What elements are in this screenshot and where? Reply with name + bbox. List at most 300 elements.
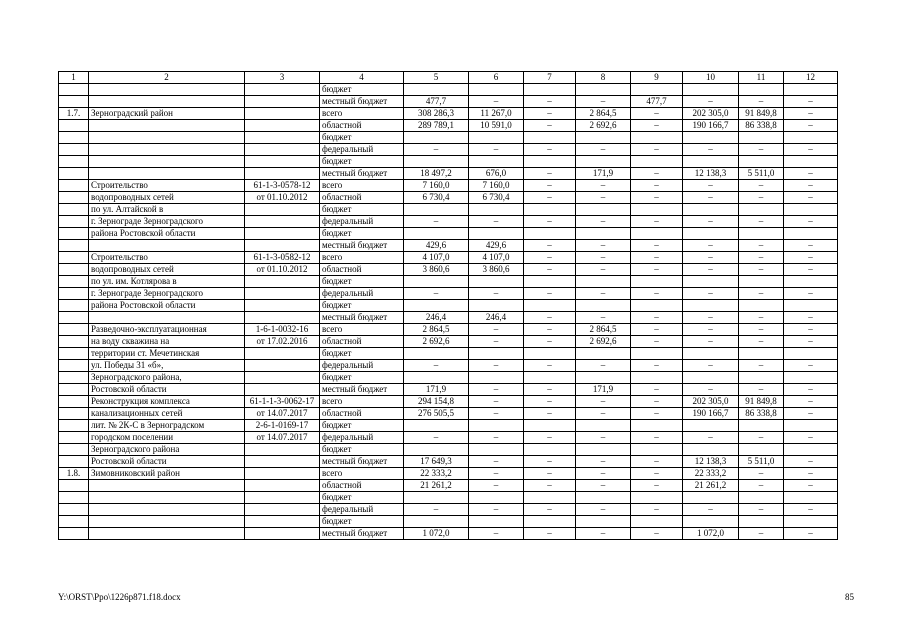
table-cell: – <box>524 108 576 120</box>
table-cell <box>245 96 320 108</box>
table-cell <box>404 348 469 360</box>
table-cell <box>89 144 245 156</box>
table-cell: – <box>524 240 576 252</box>
table-cell: – <box>784 504 838 516</box>
table-cell: 308 286,3 <box>404 108 469 120</box>
table-cell <box>469 348 524 360</box>
table-row <box>59 492 838 504</box>
table-cell: – <box>469 408 524 420</box>
table-cell: – <box>683 336 739 348</box>
table-cell: всего <box>320 396 404 408</box>
table-cell: – <box>784 384 838 396</box>
table-cell <box>784 276 838 288</box>
table-cell <box>59 84 89 96</box>
table-cell <box>404 516 469 528</box>
table-cell: – <box>784 408 838 420</box>
table-cell <box>784 132 838 144</box>
table-cell <box>524 132 576 144</box>
table-cell <box>469 444 524 456</box>
column-header: 7 <box>524 72 576 84</box>
table-cell: – <box>576 504 631 516</box>
table-cell: – <box>683 180 739 192</box>
table-cell <box>631 228 683 240</box>
table-cell: – <box>784 144 838 156</box>
table-cell: областной <box>320 336 404 348</box>
table-cell <box>683 276 739 288</box>
table-cell: – <box>784 252 838 264</box>
table-cell <box>739 444 784 456</box>
table-cell: 202 305,0 <box>683 396 739 408</box>
table-cell: – <box>631 336 683 348</box>
table-row <box>59 396 838 408</box>
table-cell <box>524 516 576 528</box>
table-cell: Строительство <box>89 252 245 264</box>
table-cell: – <box>739 504 784 516</box>
table-cell <box>245 444 320 456</box>
table-cell: 91 849,8 <box>739 396 784 408</box>
table-cell <box>59 492 89 504</box>
table-row <box>59 288 838 300</box>
table-cell: – <box>469 468 524 480</box>
table-cell: – <box>631 360 683 372</box>
table-cell: – <box>683 360 739 372</box>
table-cell: – <box>576 288 631 300</box>
table-cell <box>683 204 739 216</box>
table-cell <box>576 156 631 168</box>
table-row <box>59 360 838 372</box>
table-cell: всего <box>320 324 404 336</box>
column-header: 6 <box>469 72 524 84</box>
table-cell <box>524 228 576 240</box>
table-cell: – <box>524 144 576 156</box>
table-cell: – <box>683 240 739 252</box>
table-cell: Строительство <box>89 180 245 192</box>
table-cell <box>404 132 469 144</box>
table-cell: 7 160,0 <box>469 180 524 192</box>
table-cell: – <box>576 240 631 252</box>
table-cell: бюджет <box>320 84 404 96</box>
table-cell: – <box>739 180 784 192</box>
table-cell <box>59 204 89 216</box>
table-cell: – <box>739 264 784 276</box>
table-cell: – <box>784 468 838 480</box>
table-cell: 477,7 <box>631 96 683 108</box>
table-cell: 4 107,0 <box>469 252 524 264</box>
table-cell: – <box>631 396 683 408</box>
table-cell: – <box>784 360 838 372</box>
table-cell: от 14.07.2017 <box>245 432 320 444</box>
table-row <box>59 528 838 540</box>
column-header: 4 <box>320 72 404 84</box>
table-cell: областной <box>320 120 404 132</box>
table-cell <box>59 408 89 420</box>
column-header-row <box>59 72 838 84</box>
table-cell: 190 166,7 <box>683 408 739 420</box>
table-row <box>59 252 838 264</box>
table-cell <box>683 300 739 312</box>
table-cell <box>576 516 631 528</box>
table-cell <box>631 492 683 504</box>
table-cell: – <box>683 504 739 516</box>
table-row <box>59 384 838 396</box>
table-cell: 2-6-1-0169-17 <box>245 420 320 432</box>
table-cell <box>245 144 320 156</box>
table-cell: – <box>631 264 683 276</box>
table-cell <box>683 516 739 528</box>
table-cell: федеральный <box>320 504 404 516</box>
table-cell <box>404 276 469 288</box>
table-cell <box>784 84 838 96</box>
table-cell <box>784 300 838 312</box>
table-row <box>59 312 838 324</box>
table-cell <box>245 84 320 96</box>
table-cell: – <box>524 312 576 324</box>
table-cell: 91 849,8 <box>739 108 784 120</box>
table-cell: – <box>469 216 524 228</box>
table-cell: 18 497,2 <box>404 168 469 180</box>
table-cell: 5 511,0 <box>739 456 784 468</box>
table-cell: 2 864,5 <box>576 324 631 336</box>
table-cell <box>784 516 838 528</box>
table-cell <box>631 420 683 432</box>
table-cell: – <box>631 408 683 420</box>
table-cell: – <box>524 96 576 108</box>
table-cell: – <box>469 360 524 372</box>
table-cell <box>59 240 89 252</box>
table-cell <box>631 300 683 312</box>
table-row <box>59 204 838 216</box>
table-cell: 171,9 <box>404 384 469 396</box>
table-cell: бюджет <box>320 300 404 312</box>
table-cell: бюджет <box>320 420 404 432</box>
table-cell <box>245 204 320 216</box>
table-cell <box>245 504 320 516</box>
table-cell: 86 338,8 <box>739 120 784 132</box>
table-cell: – <box>631 384 683 396</box>
table-cell <box>404 84 469 96</box>
table-cell <box>245 372 320 384</box>
table-cell: от 17.02.2016 <box>245 336 320 348</box>
column-header: 3 <box>245 72 320 84</box>
table-cell <box>59 396 89 408</box>
table-row <box>59 216 838 228</box>
table-cell: 61-1-1-3-0062-17 <box>245 396 320 408</box>
table-cell <box>784 372 838 384</box>
table-cell: – <box>576 396 631 408</box>
table-cell: – <box>469 324 524 336</box>
table-cell <box>89 240 245 252</box>
table-cell <box>739 516 784 528</box>
table-cell <box>89 168 245 180</box>
table-cell: местный бюджет <box>320 528 404 540</box>
table-row <box>59 480 838 492</box>
table-cell <box>739 300 784 312</box>
table-cell: – <box>469 456 524 468</box>
table-cell <box>59 420 89 432</box>
table-cell: 86 338,8 <box>739 408 784 420</box>
table-cell <box>524 156 576 168</box>
table-cell <box>245 276 320 288</box>
table-cell: – <box>524 432 576 444</box>
table-cell <box>245 168 320 180</box>
table-cell: – <box>683 216 739 228</box>
table-cell: – <box>404 360 469 372</box>
table-cell: – <box>524 504 576 516</box>
table-cell: 6 730,4 <box>469 192 524 204</box>
table-cell <box>245 312 320 324</box>
table-cell <box>683 132 739 144</box>
table-cell: – <box>524 216 576 228</box>
table-cell <box>59 384 89 396</box>
table-cell <box>245 300 320 312</box>
table-cell <box>59 480 89 492</box>
table-cell <box>59 132 89 144</box>
table-cell: – <box>404 144 469 156</box>
table-cell: – <box>683 432 739 444</box>
table-cell: областной <box>320 264 404 276</box>
table-cell <box>59 192 89 204</box>
table-cell <box>89 504 245 516</box>
table-cell <box>469 228 524 240</box>
table-cell: областной <box>320 480 404 492</box>
table-cell: – <box>784 432 838 444</box>
table-cell: – <box>576 468 631 480</box>
table-cell <box>469 132 524 144</box>
table-cell: 3 860,6 <box>469 264 524 276</box>
table-cell: федеральный <box>320 216 404 228</box>
table-cell <box>576 444 631 456</box>
table-row <box>59 504 838 516</box>
table-cell <box>59 372 89 384</box>
table-cell: 676,0 <box>469 168 524 180</box>
table-cell <box>469 276 524 288</box>
table-cell <box>739 372 784 384</box>
table-cell: 246,4 <box>469 312 524 324</box>
table-cell <box>524 300 576 312</box>
table-cell: 12 138,3 <box>683 168 739 180</box>
table-cell: бюджет <box>320 156 404 168</box>
table-cell <box>59 432 89 444</box>
table-cell <box>59 156 89 168</box>
table-cell <box>683 444 739 456</box>
table-cell <box>784 492 838 504</box>
table-cell <box>404 204 469 216</box>
table-cell <box>739 204 784 216</box>
table-cell: – <box>631 108 683 120</box>
table-cell: – <box>576 480 631 492</box>
table-cell: – <box>576 216 631 228</box>
table-cell: – <box>524 396 576 408</box>
table-cell: – <box>469 432 524 444</box>
table-cell <box>245 228 320 240</box>
table-cell <box>576 492 631 504</box>
table-cell: 3 860,6 <box>404 264 469 276</box>
table-cell: – <box>576 528 631 540</box>
file-path: Y:\ORST\Ppo\1226p871.f18.docx <box>58 592 181 602</box>
column-header: 10 <box>683 72 739 84</box>
table-cell: – <box>631 144 683 156</box>
table-cell: – <box>404 504 469 516</box>
table-cell <box>245 240 320 252</box>
table-cell: – <box>739 96 784 108</box>
table-cell <box>89 516 245 528</box>
budget-table <box>58 71 838 540</box>
table-cell: – <box>631 192 683 204</box>
table-cell: – <box>784 180 838 192</box>
table-cell: – <box>576 192 631 204</box>
table-cell: – <box>576 144 631 156</box>
table-cell: – <box>739 216 784 228</box>
table-cell: бюджет <box>320 204 404 216</box>
table-cell <box>59 264 89 276</box>
table-cell: федеральный <box>320 432 404 444</box>
table-cell: – <box>784 288 838 300</box>
table-cell: бюджет <box>320 276 404 288</box>
table-cell: – <box>739 288 784 300</box>
table-cell: Зимовниковский район <box>89 468 245 480</box>
table-cell: 22 333,2 <box>683 468 739 480</box>
table-cell: – <box>524 324 576 336</box>
table-cell: – <box>524 384 576 396</box>
table-cell <box>89 84 245 96</box>
table-cell <box>784 444 838 456</box>
table-cell: на воду скважина на <box>89 336 245 348</box>
table-cell <box>683 228 739 240</box>
table-cell: местный бюджет <box>320 312 404 324</box>
table-cell: – <box>524 468 576 480</box>
table-cell: – <box>469 144 524 156</box>
table-cell: – <box>784 108 838 120</box>
table-cell <box>245 120 320 132</box>
table-cell <box>576 348 631 360</box>
table-row <box>59 456 838 468</box>
table-cell: 429,6 <box>404 240 469 252</box>
table-cell <box>631 156 683 168</box>
table-row <box>59 156 838 168</box>
table-cell: Разведочно-эксплуатационная <box>89 324 245 336</box>
table-cell: – <box>524 252 576 264</box>
table-cell: – <box>576 180 631 192</box>
table-cell: областной <box>320 408 404 420</box>
table-cell: областной <box>320 192 404 204</box>
table-cell: 12 138,3 <box>683 456 739 468</box>
table-cell: – <box>631 432 683 444</box>
table-row <box>59 324 838 336</box>
table-cell: всего <box>320 252 404 264</box>
table-cell <box>245 468 320 480</box>
table-cell: бюджет <box>320 348 404 360</box>
table-cell: – <box>524 120 576 132</box>
table-cell: Реконструкция комплекса <box>89 396 245 408</box>
table-cell: – <box>524 180 576 192</box>
table-cell <box>683 348 739 360</box>
table-cell: – <box>784 96 838 108</box>
table-cell: – <box>576 432 631 444</box>
table-cell <box>89 96 245 108</box>
table-row <box>59 144 838 156</box>
table-cell <box>739 228 784 240</box>
table-cell: 202 305,0 <box>683 108 739 120</box>
column-header: 11 <box>739 72 784 84</box>
table-cell <box>59 324 89 336</box>
table-cell <box>59 276 89 288</box>
table-cell <box>59 360 89 372</box>
table-cell <box>59 144 89 156</box>
table-cell <box>631 348 683 360</box>
table-row <box>59 264 838 276</box>
table-cell <box>89 312 245 324</box>
table-cell: – <box>739 336 784 348</box>
table-cell <box>245 492 320 504</box>
table-cell <box>59 228 89 240</box>
table-cell: бюджет <box>320 228 404 240</box>
table-cell: – <box>404 288 469 300</box>
table-cell: – <box>784 240 838 252</box>
table-row <box>59 108 838 120</box>
table-cell <box>59 348 89 360</box>
table-cell: г. Зернограде Зерноградского <box>89 288 245 300</box>
table-cell: – <box>631 528 683 540</box>
table-cell <box>245 156 320 168</box>
table-cell <box>739 276 784 288</box>
table-cell: – <box>683 264 739 276</box>
table-cell: – <box>739 312 784 324</box>
table-cell <box>245 456 320 468</box>
table-cell <box>631 444 683 456</box>
table-cell: – <box>784 312 838 324</box>
table-cell <box>524 276 576 288</box>
table-cell: – <box>631 120 683 132</box>
table-cell: 477,7 <box>404 96 469 108</box>
table-cell: – <box>631 180 683 192</box>
table-cell: 61-1-3-0582-12 <box>245 252 320 264</box>
table-row <box>59 372 838 384</box>
table-cell: 429,6 <box>469 240 524 252</box>
table-cell: Зерноградский район <box>89 108 245 120</box>
table-row <box>59 120 838 132</box>
table-cell: – <box>524 192 576 204</box>
table-cell <box>469 204 524 216</box>
table-cell <box>631 276 683 288</box>
table-cell: района Ростовской области <box>89 300 245 312</box>
table-cell: – <box>524 168 576 180</box>
table-cell: водопроводных сетей <box>89 192 245 204</box>
table-cell: 21 261,2 <box>683 480 739 492</box>
table-cell: – <box>784 216 838 228</box>
table-cell <box>784 204 838 216</box>
table-cell <box>469 492 524 504</box>
table-cell: – <box>739 252 784 264</box>
column-header: 12 <box>784 72 838 84</box>
table-cell <box>683 420 739 432</box>
table-cell: местный бюджет <box>320 240 404 252</box>
table-cell <box>59 216 89 228</box>
table-cell: – <box>576 96 631 108</box>
table-cell <box>89 492 245 504</box>
table-cell: 2 692,6 <box>404 336 469 348</box>
table-cell <box>576 420 631 432</box>
table-cell: лит. № 2К-С в Зерноградском <box>89 420 245 432</box>
table-cell <box>469 516 524 528</box>
table-cell <box>469 84 524 96</box>
table-cell <box>404 492 469 504</box>
table-row <box>59 444 838 456</box>
table-cell: – <box>739 192 784 204</box>
table-cell: всего <box>320 180 404 192</box>
table-row <box>59 96 838 108</box>
table-cell: всего <box>320 108 404 120</box>
column-header: 1 <box>59 72 89 84</box>
